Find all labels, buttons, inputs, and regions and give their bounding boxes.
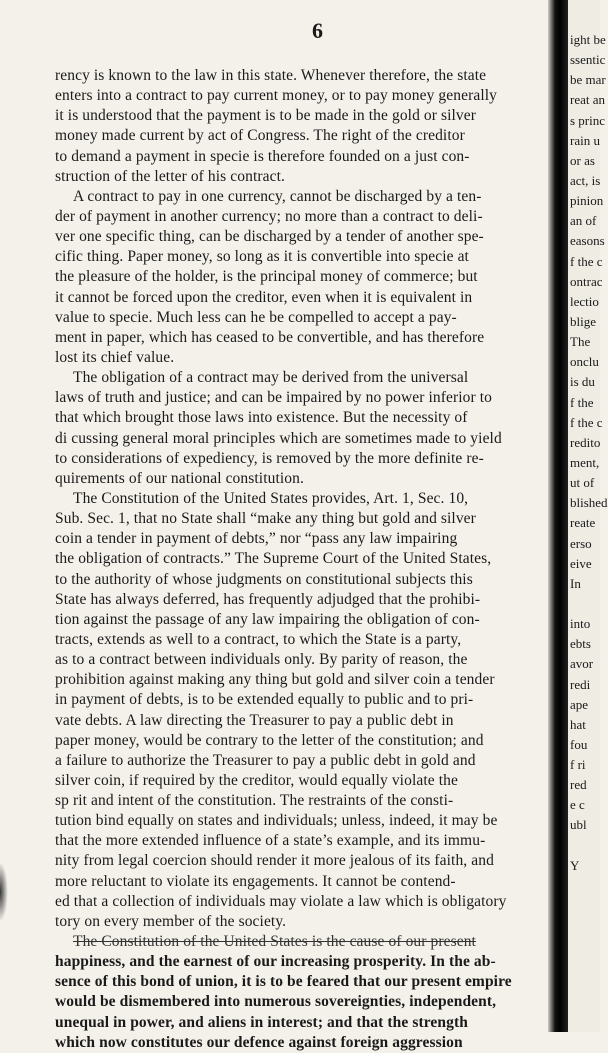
text-line: that the more extended influence of a state’s example, and its immu- — [55, 832, 486, 850]
text-line: would be dismembered into numerous sovereignties, independent, — [55, 993, 497, 1011]
text-line: to considerations of expediency, is removed by the more definite re- — [55, 449, 484, 467]
text-line: to the authority of whose judgments on constitutional subjects this — [55, 570, 473, 588]
text-line: struction of the letter of his contract. — [55, 167, 285, 185]
facing-text-line: ontrac — [570, 273, 603, 289]
text-line: cific thing. Paper money, so long as it is convertible into specie at — [55, 248, 469, 266]
facing-text-line: fou — [570, 736, 588, 752]
text-line: money made current by act of Congress. The right of the creditor — [55, 127, 465, 145]
text-line: it is understood that the payment is to be made in the gold or silver — [55, 107, 477, 125]
facing-text-line: Y — [570, 857, 580, 873]
facing-text-line: reate — [570, 515, 596, 531]
text-line: coin a tender in payment of debts,” nor “pass any law impairing — [55, 530, 458, 548]
facing-text-line: e c — [570, 797, 585, 813]
facing-text-line — [568, 896, 608, 916]
facing-text-line: ape — [570, 696, 589, 712]
facing-text-line: The — [570, 334, 591, 350]
text-line: as to a contract between individuals only. By parity of reason, the — [55, 651, 468, 669]
text-line: silver coin, if required by the creditor, would equally violate the — [55, 771, 458, 789]
facing-text-line: red — [570, 777, 587, 793]
text-line: lost its chief value. — [55, 348, 175, 366]
book-binding-shadow — [548, 0, 568, 1032]
facing-text-line — [568, 594, 608, 614]
facing-text-line: f the c — [570, 253, 603, 269]
facing-text-line: redi — [570, 676, 591, 692]
facing-text-line: hat — [570, 716, 586, 732]
text-line: unequal in power, and aliens in interest; and that the strength — [55, 1013, 468, 1031]
facing-text-line: s princ — [570, 112, 606, 128]
facing-page-fragment — [568, 0, 608, 1032]
text-line: tracts, extends as well to a contract, to which the State is a party, — [55, 630, 462, 648]
facing-text-line: act, is — [570, 172, 601, 188]
facing-text-line: f ri — [570, 757, 586, 773]
facing-text-line: pinion — [570, 193, 604, 209]
facing-text-line: avor — [570, 656, 594, 672]
page-number: 6 — [312, 18, 323, 43]
text-line: sp rit and intent of the constitution. The restraints of the consti- — [55, 792, 454, 810]
text-line: to demand a payment in specie is therefore founded on a just con- — [55, 147, 470, 165]
facing-text-line: or as — [570, 152, 595, 168]
text-line: nity from legal coercion should render it more jealous of its faith, and — [55, 852, 494, 870]
facing-text-line: ight be — [570, 32, 606, 47]
facing-text-line: f the — [570, 394, 594, 410]
text-line: which now constitutes our defence against foreign aggression — [55, 1033, 463, 1051]
facing-text-line — [568, 876, 608, 896]
facing-text-line — [568, 836, 608, 856]
facing-text-line: into — [570, 616, 591, 632]
facing-page-text — [568, 30, 608, 916]
text-line: value to specie. Much less can he be compelled to accept a pay- — [55, 308, 457, 326]
facing-text-line: easons — [570, 233, 605, 249]
page-edge-mark — [0, 862, 8, 922]
facing-text-line: is du — [570, 374, 595, 390]
facing-text-line: blige — [570, 313, 596, 329]
facing-text-line: ut of — [570, 475, 595, 491]
text-line: that which brought those laws into existence. But the necessity of — [55, 409, 468, 427]
text-line: tion against the passage of any law impairing the obligation of con- — [55, 610, 480, 628]
text-line: more reluctant to violate its engagements. It cannot be contend- — [55, 872, 456, 890]
text-line: it cannot be forced upon the creditor, even when it is equivalent in — [55, 288, 473, 306]
text-line: the obligation of contracts.” The Supreme Court of the United States, — [55, 550, 492, 568]
text-line: The Constitution of the United States is the cause of our present — [73, 933, 476, 951]
text-line: tory on every member of the society. — [55, 912, 287, 930]
facing-text-line: be mar — [570, 72, 606, 88]
facing-text-line: ssentic — [570, 52, 606, 68]
facing-text-line: ubl — [570, 817, 587, 833]
text-line: happiness, and the earnest of our increasing prosperity. In the ab- — [55, 953, 496, 971]
text-line: in payment of debts, is to be extended equally to public and to pri- — [55, 691, 474, 709]
facing-text-line: redito — [570, 434, 601, 450]
text-line: a failure to authorize the Treasurer to pay a public debt in gold and — [55, 751, 476, 769]
text-line: A contract to pay in one currency, cannot be discharged by a ten- — [73, 187, 482, 205]
facing-text-line: blished — [570, 495, 608, 511]
text-line: tution bind equally on states and individuals; unless, indeed, it may be — [55, 812, 498, 830]
facing-text-line: erso — [570, 535, 592, 551]
facing-text-line: onclu — [570, 354, 599, 370]
text-line: rency is known to the law in this state. Whenever therefore, the state — [55, 67, 487, 84]
text-line: the pleasure of the holder, is the principal money of commerce; but — [55, 268, 478, 286]
text-line: laws of truth and justice; and can be impaired by no power inferior to — [55, 389, 492, 407]
facing-text-line: an of — [570, 213, 597, 229]
facing-text-line: eive — [570, 555, 592, 571]
main-text-column — [55, 66, 563, 1053]
facing-text-line: ment, — [570, 454, 600, 470]
text-line: paper money, would be contrary to the letter of the constitution; and — [55, 731, 484, 749]
facing-text-line: f the c — [570, 414, 603, 430]
text-line: ment in paper, which has ceased to be convertible, and has therefore — [55, 328, 485, 346]
text-line: enters into a contract to pay current money, or to pay money generally — [55, 87, 497, 105]
text-line: State has always deferred, has frequently adjudged that the prohibi- — [55, 590, 481, 608]
facing-text-line: lectio — [570, 293, 599, 309]
text-line: Sub. Sec. 1, that no State shall “make any thing but gold and silver — [55, 510, 476, 528]
text-line: The Constitution of the United States provides, Art. 1, Sec. 10, — [73, 489, 469, 507]
facing-text-line: ebts — [570, 636, 591, 652]
text-line: di cussing general moral principles which are sometimes made to yield — [55, 429, 502, 447]
text-line: sence of this bond of union, it is to be feared that our present empire — [55, 973, 512, 991]
facing-text-line: rain u — [570, 132, 600, 148]
facing-text-line: In — [570, 575, 581, 591]
text-line: ed that a collection of individuals may violate a law which is obligatory — [55, 892, 507, 910]
text-line: The obligation of a contract may be derived from the universal — [73, 369, 469, 387]
facing-text-line: reat an — [570, 92, 606, 108]
text-line: quirements of our national constitution. — [55, 469, 304, 487]
text-line: der of payment in another currency; no more than a contract to deli- — [55, 207, 483, 225]
text-line: vate debts. A law directing the Treasurer to pay a public debt in — [55, 711, 454, 729]
text-line: ver one specific thing, can be discharged by a tender of another spe- — [55, 228, 484, 246]
text-line: prohibition against making any thing but gold and silver coin a tender — [55, 671, 495, 689]
